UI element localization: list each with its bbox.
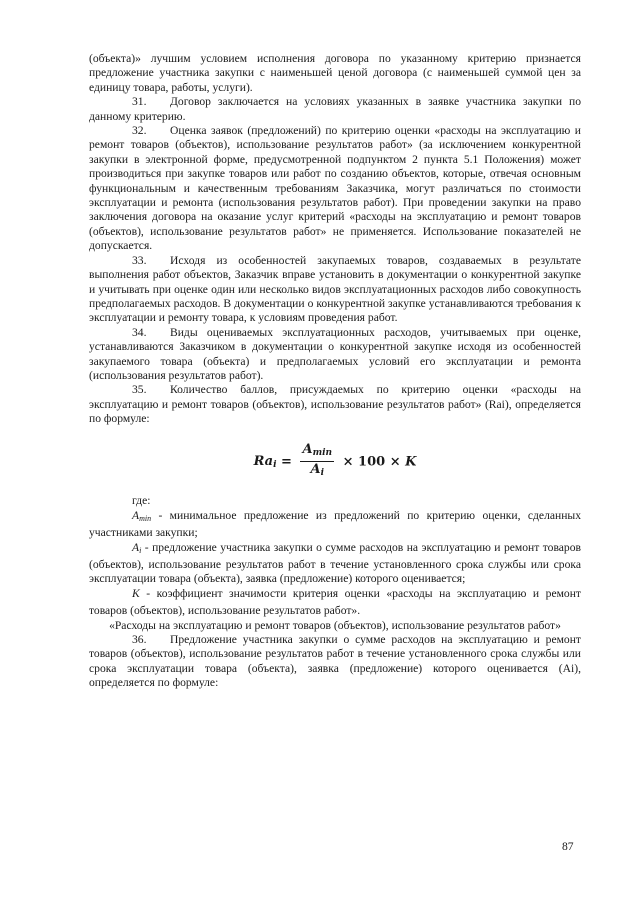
paragraph-number: 35. <box>132 383 147 397</box>
definition-amin: $A_{min}$ - минимальное предложение из предложений по критерию оценки, сделанных участниками закупки; <box>89 508 581 540</box>
definition-ai: $A_i$ - предложение участника закупки о сумме расходов на эксплуатацию и ремонт товаров (объектов), использование результатов работ в течение установленного срока службы или срока эксплуатации товара (объекта), заявка (предложение) которого оценивается; <box>89 540 581 586</box>
formula-rai <box>89 443 581 481</box>
formula-lhs: $Ra_i$ <box>253 453 277 470</box>
formula-fraction <box>300 443 334 481</box>
paragraph-text: Количество баллов, присуждаемых по критерию оценки «расходы на эксплуатацию и ремонт товаров (объектов), использование результатов работ» (Rai), определяется по формуле: <box>89 383 581 426</box>
intro-paragraph: (объекта)» лучшим условием исполнения договора по указанному критерию признается предложение участника закупки с наименьшей ценой договора (с наименьшей суммой цен за единицу товара, работы, услуги). <box>89 52 581 94</box>
body-text <box>89 52 581 691</box>
formula-equals: = <box>281 453 292 469</box>
paragraph-text: Виды оцениваемых эксплуатационных расходов, учитываемых при оценке, устанавливаются Заказчиком в документации о конкурентной закупке исходя из особенностей закупаемого товара (объекта) и предполагаемых условий его эксплуатации и ремонта (использования результатов работ). <box>89 325 581 382</box>
paragraph-35 <box>89 383 581 426</box>
paragraph-number: 33. <box>132 253 147 267</box>
fraction-numerator: $A_{min}$ <box>300 443 334 462</box>
page-number: 87 <box>562 840 574 853</box>
paragraph-34 <box>89 326 581 384</box>
paragraph-number: 34. <box>132 325 147 339</box>
formula-k: K <box>405 453 417 469</box>
paragraph-text: Исходя из особенностей закупаемых товаров, создаваемых в результате выполнения работ объектов, Заказчик вправе установить в документации о конкурентной закупке и учитывать при оценке один или несколько видов эксплуатационных расходов либо совокупность предполагаемых расходов. В документации о конкурентной закупке устанавливаются требования к эксплуатации и ремонту товара, к условиям проведения работ. <box>89 253 581 325</box>
paragraph-36 <box>89 633 581 691</box>
formula-multiplier: × 100 × <box>342 453 401 469</box>
paragraph-33 <box>89 254 581 326</box>
section-heading: «Расходы на эксплуатацию и ремонт товаров (объектов), использование результатов работ» <box>109 618 561 632</box>
definition-k: K - коэффициент значимости критерия оценки «расходы на эксплуатацию и ремонт товаров (объектов), использование результатов работ». <box>89 586 581 618</box>
paragraph-text: Оценка заявок (предложений) по критерию оценки «расходы на эксплуатацию и ремонт товаров (объектов), использование результатов работ» (за исключением конкурентной закупки в электронной форме, предусмотренной подпунктом 2 пункта 5.1 Положения) может производиться при закупке товаров или работ по созданию объектов, которые, отвечая основным функциональным и качественным требованиям Заказчика, могут различаться по стоимости эксплуатации и ремонта (использования результатов работ). При проведении закупки на право заключения договора на оказание услуг критерий «расходы на эксплуатацию и ремонт товаров (объектов), использование результатов работ» не применяется. Использование показателей не допускается. <box>89 124 581 253</box>
paragraph-number: 32. <box>132 124 147 138</box>
paragraph-number: 36. <box>132 633 147 647</box>
paragraph-text: Предложение участника закупки о сумме расходов на эксплуатацию и ремонт товаров (объектов), использование результатов работ в течение установленного срока службы или срока эксплуатации товара (объекта), заявка (предложение) которого оценивается (Ai), определяется по формуле: <box>89 633 581 690</box>
paragraph-text: Договор заключается на условиях указанных в заявке участника закупки по данному критерию. <box>89 95 581 123</box>
fraction-denominator: $A_i$ <box>310 461 325 478</box>
paragraph-number: 31. <box>132 95 147 109</box>
paragraph-31 <box>89 95 581 124</box>
paragraph-32 <box>89 124 581 254</box>
where-label: где: <box>132 494 151 508</box>
